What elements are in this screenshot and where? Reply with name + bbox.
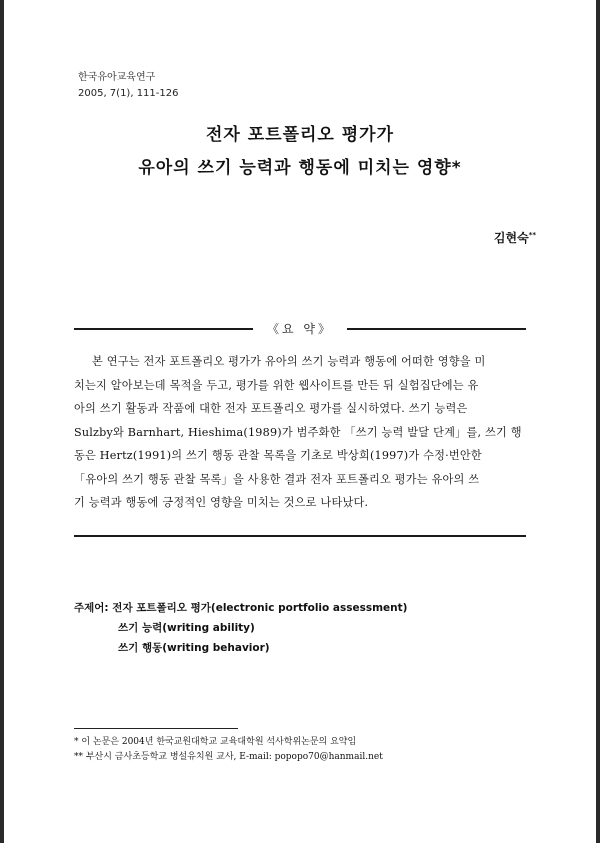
abstract-line: 「유아의 쓰기 행동 관찰 목록」을 사용한 결과 전자 포트폴리오 평가는 유아의 쓰 [74, 472, 480, 486]
abstract-line: Sulzby와 Barnhart, Hieshima(1989)가 범주화한 「쓰기 능력 발달 단계」를, 쓰기 행 [74, 425, 522, 439]
paper-title-line-2: 유아의 쓰기 능력과 행동에 미치는 영향* [138, 158, 462, 178]
abstract-body [74, 350, 526, 515]
abstract-bottom-rule [74, 535, 526, 537]
abstract-heading-rule-left [74, 328, 253, 330]
paper-title-line-1: 전자 포트폴리오 평가가 [205, 125, 395, 145]
footnote-author-affiliation: ** 부산시 금사초등학교 병설유치원 교사, E-mail: popopo70@hanmail.net [74, 752, 383, 762]
abstract-heading-label: 《요 약》 [267, 322, 333, 336]
journal-header [78, 70, 178, 102]
abstract-line: 본 연구는 전자 포트폴리오 평가가 유아의 쓰기 능력과 행동에 어떠한 영향을 미 [92, 355, 486, 368]
author-name: 김현숙 [493, 231, 529, 245]
author [494, 229, 536, 246]
keywords [74, 598, 407, 658]
abstract-heading-rule-right [347, 328, 526, 330]
footnotes [74, 735, 383, 765]
abstract-line: 치는지 알아보는데 목적을 두고, 평가를 위한 웹사이트를 만든 뒤 실험집단에는 유 [74, 378, 479, 392]
journal-citation: 2005, 7(1), 111-126 [78, 88, 179, 99]
abstract-line: 아의 쓰기 활동과 작품에 대한 전자 포트폴리오 평가를 실시하였다. 쓰기 능력은 [74, 402, 468, 415]
keyword-item: 쓰기 능력(writing ability) [118, 622, 255, 634]
keywords-label: 주제어: [74, 602, 109, 614]
keyword-row [74, 598, 407, 618]
abstract-heading [74, 320, 526, 337]
footnote-separator [74, 728, 238, 729]
abstract-line: 동은 Hertz(1991)의 쓰기 행동 관찰 목록을 기초로 박상희(1997)가 수정·번안한 [74, 449, 482, 462]
keyword-item: 쓰기 행동(writing behavior) [118, 642, 270, 654]
abstract-line: 기 능력과 행동에 긍정적인 영향을 미치는 것으로 나타났다. [74, 496, 369, 509]
keyword-item: 전자 포트폴리오 평가(electronic portfolio assessment) [112, 602, 408, 614]
author-footnote-mark: ** [528, 231, 536, 239]
journal-name: 한국유아교육연구 [78, 72, 156, 83]
footnote-thesis: * 이 논문은 2004년 한국교원대학교 교육대학원 석사학위논문의 요약임 [74, 737, 357, 747]
